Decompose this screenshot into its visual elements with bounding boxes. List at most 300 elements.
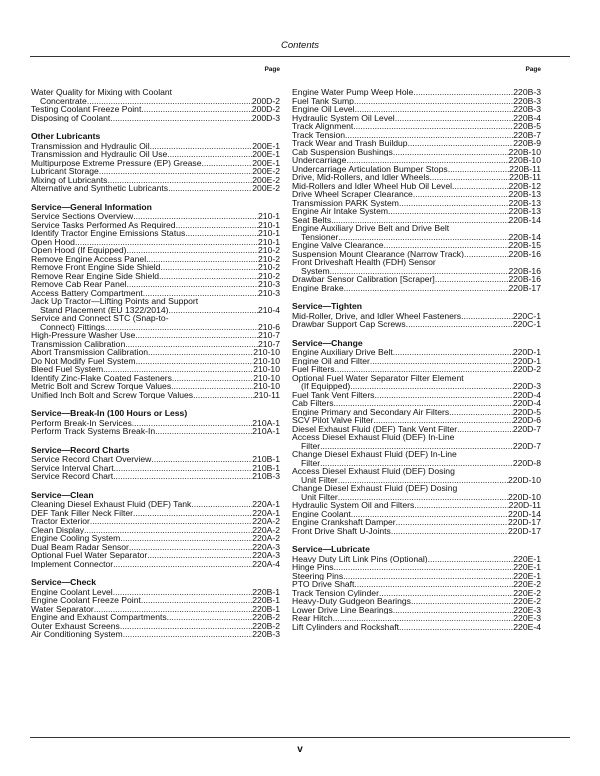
toc-entry-page: 210-3 [258,288,280,297]
dot-leader [132,419,253,428]
dot-leader [147,551,252,560]
toc-entry[interactable] [292,348,541,357]
toc-entry-label: DEF Tank Filler Neck Filter [31,508,134,517]
footer-rule [30,737,570,738]
toc-entry[interactable] [31,588,280,597]
toc-entry-page: 210A-1 [252,418,280,427]
toc-entry-label: Transmission and Hydraulic Oil [31,141,150,150]
toc-entry-label: Clean Display [31,525,85,534]
toc-section [31,88,280,122]
toc-entry-label: Front Driveshaft Health (FDH) Sensor [292,257,436,267]
dot-leader [103,365,253,374]
toc-entry[interactable] [31,517,280,526]
toc-entry-label: Service Tasks Performed As Required [31,220,176,229]
toc-entry-page: 220B-10 [508,156,541,165]
toc-entry-label: Diesel Exhaust Fluid (DEF) Tank Vent Filter [292,424,458,433]
toc-entry[interactable] [31,382,280,391]
dot-leader [129,543,252,552]
toc-entry-label: Track Wear and Trash Buildup [292,139,408,148]
toc-entry[interactable] [31,238,280,247]
toc-entry-row [292,399,541,408]
toc-entry-label: Tensioner [301,232,339,241]
toc-entry-row [31,588,280,597]
toc-entry-row [31,472,280,481]
toc-entry[interactable] [31,314,280,331]
toc-entry-label: Connect) Fittings [40,322,105,331]
toc-entry[interactable] [292,399,541,408]
toc-entry[interactable] [292,258,541,275]
toc-entry[interactable] [292,408,541,417]
toc-entry-page: 200E-1 [252,150,280,159]
toc-entry[interactable] [31,551,280,560]
toc-entry-row [292,267,541,276]
dot-leader [351,510,508,519]
toc-right-sections [292,88,541,631]
toc-entry-row [292,114,541,123]
toc-entry-label: Outer Exhaust Screens [31,621,120,630]
toc-entry[interactable] [31,88,280,105]
toc-entry[interactable] [31,622,280,631]
toc-entry-row [292,606,541,615]
toc-entry[interactable] [31,255,280,264]
toc-entry-row [31,142,280,151]
toc-entry[interactable] [292,501,541,510]
dot-leader [94,605,253,614]
toc-entry-row [31,596,280,605]
toc-entry-label: Remove Engine Access Panel [31,254,147,263]
toc-entry-label: Drawbar Sensor Calibration [Scraper] [292,275,435,284]
toc-entry[interactable] [31,263,280,272]
toc-entry-label: Mid-Rollers and Idler Wheel Hub Oil Level [292,181,453,190]
toc-entry[interactable] [292,484,541,501]
toc-entry-page: 210-10 [253,365,280,374]
toc-entry[interactable] [31,472,280,481]
toc-entry-page: 220D-4 [512,399,541,408]
toc-entry-page: 210-3 [258,280,280,289]
toc-entry-label: Engine Crankshaft Damper [292,518,396,527]
toc-entry[interactable] [292,623,541,632]
toc-entry-row [31,238,280,247]
toc-entry-label: Engine Auxiliary Drive Belt [292,348,393,357]
toc-entry-label: Engine Valve Clearance [292,241,384,250]
toc-entry-row [31,150,280,159]
toc-entry[interactable] [292,131,541,140]
toc-entry[interactable] [292,391,541,400]
toc-entry[interactable] [31,297,280,314]
toc-entry-label: Transmission PARK System [292,198,399,207]
toc-entry[interactable] [292,433,541,450]
toc-entry-page: 210B-1 [252,463,280,472]
toc-entry-page: 220A-2 [252,525,280,534]
toc-entry-label: Fuel Filters [292,365,335,374]
toc-entry-label: Heavy Duty Lift Link Pins (Optional) [292,554,428,563]
toc-entry-page: 220B-13 [508,198,541,207]
toc-entry[interactable] [31,159,280,168]
toc-entry-label: SCV Pilot Valve Filter [292,416,374,425]
toc-entry-label: Drive, Mid-Rollers, and Idler Wheels [292,173,430,182]
toc-section-title: Service—General Information [31,201,152,212]
dot-leader [113,472,252,481]
toc-entry-label: Cleaning Diesel Exhaust Fluid (DEF) Tank [31,500,192,509]
toc-entry-row [31,97,280,106]
toc-entry[interactable] [292,114,541,123]
toc-entry[interactable] [292,510,541,519]
toc-entry-row [31,551,280,560]
toc-section-title: Service—Record Charts [31,444,130,455]
toc-entry-label: Access Diesel Exhaust Fluid (DEF) Dosing [292,466,455,476]
toc-entry-label: Filter [301,458,321,467]
toc-section-title: Service—Lubricate [292,544,370,554]
toc-entry-page: 210-2 [258,254,280,263]
dot-leader [344,284,509,293]
dot-leader [464,250,509,259]
toc-entry-page: 220A-4 [252,559,280,568]
toc-entry-page: 220A-2 [252,517,280,526]
toc-entry-row [292,614,541,623]
toc-entry-row [292,357,541,366]
toc-entry-page: 220B-16 [508,249,541,258]
toc-entry-row [292,207,541,216]
toc-entry[interactable] [31,150,280,159]
toc-entry-page: 210-10 [253,382,280,391]
toc-entry-label: Transmission and Hydraulic Oil Use [31,150,168,159]
toc-entry[interactable] [292,156,541,165]
toc-entry-row [31,246,280,255]
dot-leader [167,613,253,622]
toc-entry-row [292,382,541,391]
page-number: v [297,744,303,755]
toc-entry-row [31,255,280,264]
dot-leader [90,517,252,526]
toc-entry-row [31,605,280,614]
toc-entry-label: Lift Cylinders and Rockshaft [292,622,399,631]
dot-leader [393,606,513,615]
dot-leader [167,150,252,159]
toc-entry-label: Multipurpose Extreme Pressure (EP) Grease [31,158,202,167]
toc-entry[interactable] [31,560,280,569]
toc-entry-page: 210-6 [258,322,280,331]
toc-entry-page: 210A-1 [252,427,280,436]
dot-leader [87,97,252,106]
toc-entry[interactable] [292,518,541,527]
toc-entry-row [292,275,541,284]
toc-entry[interactable] [292,374,541,391]
toc-entry-label: Engine Auxiliary Drive Belt and Drive Belt [292,223,450,233]
toc-entry-label: Fuel Tank Vent Filters [292,390,375,399]
toc-entry[interactable] [292,320,541,329]
toc-entry-row [292,165,541,174]
toc-entry[interactable] [292,165,541,174]
toc-entry-page: 220A-1 [252,508,280,517]
toc-entry-row [292,623,541,632]
toc-entry[interactable] [292,190,541,199]
toc-entry-page: 220B-1 [252,596,280,605]
toc-entry[interactable] [292,182,541,191]
toc-entry[interactable] [292,122,541,131]
toc-section [292,339,541,536]
toc-entry-label: Bleed Fuel System [31,365,104,374]
toc-entry-label: Engine Water Pump Weep Hole [292,88,414,97]
dot-leader [151,455,252,464]
dot-leader [396,518,508,527]
toc-entry-label: Unit Filter [301,475,338,484]
toc-entry[interactable] [292,467,541,484]
toc-entry[interactable] [31,543,280,552]
toc-entry-label: Service Sections Overview [31,212,134,221]
toc-entry[interactable] [292,207,541,216]
toc-entry-row [31,382,280,391]
toc-entry[interactable] [31,142,280,151]
dot-leader [135,331,258,340]
toc-entry-label: Track Tension [292,130,346,139]
dot-leader [125,340,258,349]
dot-leader [120,622,252,631]
toc-entry-label: Metric Bolt and Screw Torque Values [31,382,172,391]
toc-entry-page: 210-1 [258,229,280,238]
toc-entry-label: Testing Coolant Freeze Point [31,105,142,114]
toc-entry[interactable] [292,284,541,293]
toc-entry-page: 200E-2 [252,167,280,176]
toc-entry-row [31,167,280,176]
toc-entry-page: 220D-17 [508,526,541,535]
toc-entry-row [31,427,280,436]
toc-entry-row [31,560,280,569]
toc-entry-page: 220E-4 [513,622,541,631]
toc-entry-row [292,241,541,250]
toc-entry[interactable] [31,272,280,281]
dot-leader [399,199,509,208]
toc-entry-label: Access Battery Compartment [31,288,143,297]
toc-entry-row [31,280,280,289]
dot-leader [346,156,508,165]
toc-entry[interactable] [31,613,280,622]
toc-entry[interactable] [292,450,541,467]
toc-entry[interactable] [31,229,280,238]
toc-entry[interactable] [31,331,280,340]
toc-entry-row [292,493,541,502]
toc-entry[interactable] [31,509,280,518]
toc-entry-page: 220D-17 [508,518,541,527]
toc-entry[interactable] [31,464,280,473]
toc-entry-label: Change Diesel Exhaust Fluid (DEF) Dosing [292,483,458,493]
toc-entry-page: 220B-3 [513,96,541,105]
toc-entry-page: 220B-13 [508,207,541,216]
toc-entry[interactable] [292,416,541,425]
toc-entry-label: Engine Coolant Level [31,587,113,596]
dot-leader [191,500,252,509]
toc-entry-row [31,340,280,349]
toc-entry-row [292,284,541,293]
dot-leader [99,167,252,176]
toc-entry-page: 210-10 [253,356,280,365]
dot-leader [127,280,258,289]
toc-entry[interactable] [292,199,541,208]
dot-leader [452,182,508,191]
toc-entry[interactable] [292,173,541,182]
toc-entry[interactable] [31,534,280,543]
toc-entry-label: Engine Air Intake System [292,207,389,216]
dot-leader [449,408,513,417]
toc-entry[interactable] [292,105,541,114]
toc-entry[interactable] [292,527,541,536]
toc-entry-row [292,139,541,148]
toc-entry-label: Lower Drive Line Bearings [292,605,393,614]
toc-entry-row [31,263,280,272]
toc-entry[interactable] [31,419,280,428]
toc-entry-label: Identify Tractor Engine Emissions Status [31,229,186,238]
toc-entry-row [31,534,280,543]
dot-leader [338,493,508,502]
toc-entry[interactable] [31,167,280,176]
toc-entry-page: 210B-1 [252,455,280,464]
dot-leader [75,238,258,247]
toc-entry[interactable] [31,280,280,289]
dot-leader [107,176,252,185]
toc-entry[interactable] [292,589,541,598]
dot-leader [388,207,508,216]
toc-entry[interactable] [31,605,280,614]
toc-entry-label: Steering Pins [292,571,344,580]
toc-entry-label: High-Pressure Washer Use [31,331,136,340]
toc-entry-label: Change Diesel Exhaust Fluid (DEF) In-Line [292,449,457,459]
toc-entry-row [31,526,280,535]
toc-entry-row [292,190,541,199]
toc-entry-page: 220B-9 [513,139,541,148]
toc-entry-label: Service Record Chart [31,472,114,481]
toc-entry[interactable] [31,596,280,605]
toc-entry-label: Transmission Calibration [31,339,126,348]
toc-entry-label: Mixing of Lubricants [31,175,108,184]
toc-section [31,409,280,436]
toc-entry-page: 220E-3 [513,605,541,614]
toc-entry-label: Engine Brake [292,283,344,292]
toc-entry-page: 220B-3 [513,105,541,114]
toc-entry-label: Remove Rear Engine Side Shield [31,271,160,280]
toc-entry-row [292,173,541,182]
dot-leader [105,323,258,332]
toc-entry[interactable] [31,176,280,185]
toc-entry-row [292,148,541,157]
toc-entry[interactable] [292,580,541,589]
dot-leader [353,122,513,131]
toc-entry[interactable] [292,357,541,366]
toc-entry[interactable] [31,374,280,383]
toc-entry-row [31,221,280,230]
toc-entry-page: 210-1 [258,212,280,221]
toc-entry[interactable] [292,275,541,284]
toc-entry-row [31,464,280,473]
toc-entry-page: 220D-8 [512,458,541,467]
toc-entry-page: 220D-10 [508,475,541,484]
toc-entry-page: 210-4 [258,305,280,314]
toc-entry-page: 220D-7 [512,424,541,433]
toc-entry-page: 210-2 [258,246,280,255]
toc-entry-label: Engine Cooling System [31,534,121,543]
toc-entry-row [292,580,541,589]
toc-entry-label: Track Tension Cylinder [292,588,379,597]
toc-entry-label: Undercarriage [292,156,347,165]
toc-entry[interactable] [31,221,280,230]
toc-entry-label: Service Interval Chart [31,463,114,472]
toc-entry-row [31,105,280,114]
dot-leader [127,246,258,255]
toc-entry-row [292,510,541,519]
toc-entry[interactable] [292,597,541,606]
toc-entry[interactable] [31,184,280,193]
toc-entry-label: Alternative and Synthetic Lubricants [31,184,169,193]
toc-entry[interactable] [292,312,541,321]
dot-leader [176,221,258,230]
toc-entry[interactable] [31,340,280,349]
toc-entry-row [31,455,280,464]
toc-entry[interactable] [31,526,280,535]
dot-leader [120,534,252,543]
toc-entry-label: Tractor Exterior [31,517,90,526]
toc-left-sections [31,88,280,639]
toc-entry[interactable] [31,427,280,436]
toc-right-column [292,66,541,641]
toc-entry[interactable] [292,148,541,157]
dot-leader [123,630,253,639]
dot-leader [150,142,253,151]
toc-section-title: Service—Break-In (100 Hours or Less) [31,408,188,418]
toc-entry[interactable] [31,348,280,357]
toc-entry[interactable] [292,563,541,572]
toc-entry[interactable] [292,139,541,148]
toc-entry-label: Hinge Pins [292,563,334,572]
toc-entry[interactable] [292,572,541,581]
toc-entry-row [292,597,541,606]
toc-entry-page: 210-2 [258,263,280,272]
toc-entry[interactable] [31,114,280,123]
toc-entry[interactable] [31,455,280,464]
toc-entry-page: 220D-11 [508,501,541,510]
dot-leader [428,555,514,564]
toc-entry-page: 220B-1 [252,587,280,596]
toc-entry[interactable] [292,224,541,241]
toc-entry-page: 200E-1 [252,158,280,167]
toc-entry-row [292,199,541,208]
toc-entry-page: 200E-2 [252,184,280,193]
toc-entry[interactable] [31,365,280,374]
toc-entry[interactable] [31,212,280,221]
toc-entry-page: 220A-2 [252,534,280,543]
toc-entry[interactable] [292,555,541,564]
dot-leader [159,272,258,281]
toc-entry-page: 220B-16 [508,275,541,284]
dot-leader [395,114,514,123]
toc-entry[interactable] [292,614,541,623]
toc-entry[interactable] [31,500,280,509]
toc-entry[interactable] [31,246,280,255]
toc-entry[interactable] [31,391,280,400]
toc-entry-row [292,416,541,425]
toc-entry[interactable] [31,630,280,639]
toc-entry-row [31,229,280,238]
toc-entry[interactable] [31,105,280,114]
dot-leader [399,623,513,632]
toc-entry-page: 220D-5 [512,407,541,416]
toc-entry[interactable] [292,88,541,97]
toc-entry[interactable] [292,606,541,615]
toc-entry-row [31,613,280,622]
toc-entry[interactable] [292,97,541,106]
toc-entry[interactable] [292,241,541,250]
dot-leader [393,348,513,357]
toc-entry-label: Dual Beam Radar Sensor [31,542,129,551]
toc-entry[interactable] [31,357,280,366]
toc-entry-label: Engine Coolant [292,509,351,518]
